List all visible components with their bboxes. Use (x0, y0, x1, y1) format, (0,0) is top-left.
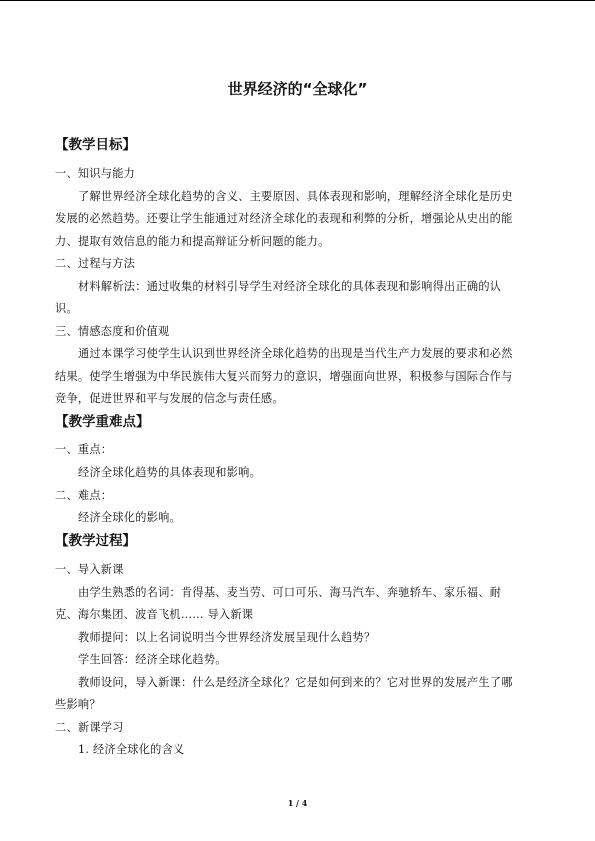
top-border-line (0, 0, 595, 1)
difficulty-heading: 二、难点： (55, 489, 113, 502)
subheading-definition: 1. 经济全球化的含义 (78, 743, 185, 756)
section-heading-difficulties: 【教学重难点】 (55, 414, 150, 430)
paragraph-line: 克、海尔集团、波音飞机…… 导入新课 (55, 608, 254, 621)
paragraph-line: 力、提取有效信息的能力和提高辩证分析问题的能力。 (55, 235, 330, 248)
paragraph-line: 教师提问：以上名词说明当今世界经济发展呈现什么趋势？ (78, 631, 376, 644)
key-point-heading: 一、重点： (55, 443, 113, 456)
section-heading-goals: 【教学目标】 (55, 137, 136, 153)
goal-heading-process: 二、过程与方法 (55, 257, 136, 270)
paragraph-line: 由学生熟悉的名词：肯得基、麦当劳、可口可乐、海马汽车、奔驰轿车、家乐福、耐 (78, 586, 502, 599)
process-heading-new-lesson: 二、新课学习 (55, 721, 124, 734)
document-title: 世界经济的“全球化” (227, 80, 368, 98)
paragraph-line: 了解世界经济全球化趋势的含义、主要原因、具体表现和影响，理解经济全球化是历史 (78, 190, 513, 203)
process-heading-intro: 一、导入新课 (55, 563, 124, 576)
paragraph-line: 经济全球化趋势的具体表现和影响。 (78, 466, 262, 479)
paragraph-line: 材料解析法：通过收集的材料引导学生对经济全球化的具体表现和影响得出正确的认 (78, 280, 502, 293)
goal-heading-values: 三、情感态度和价值观 (55, 325, 170, 338)
paragraph-line: 些影响？ (55, 698, 101, 711)
paragraph-line: 学生回答：经济全球化趋势。 (78, 653, 227, 666)
paragraph-line: 通过本课学习使学生认识到世界经济全球化趋势的出现是当代生产力发展的要求和必然 (78, 347, 513, 360)
goal-heading-knowledge: 一、知识与能力 (55, 167, 136, 180)
paragraph-line: 竞争，促进世界和平与发展的信念与责任感。 (55, 392, 284, 405)
paragraph-line: 经济全球化的影响。 (78, 511, 181, 524)
paragraph-line: 教师设问，导入新课：什么是经济全球化？它是如何到来的？它对世界的发展产生了哪 (78, 676, 513, 689)
section-heading-process: 【教学过程】 (55, 533, 136, 549)
page-number: 1 / 4 (287, 798, 308, 808)
paragraph-line: 发展的必然趋势。还要让学生能通过对经济全球化的表现和利弊的分析，增强论从史出的能 (55, 212, 513, 225)
paragraph-line: 识。 (55, 302, 78, 315)
paragraph-line: 结果。使学生增强为中华民族伟大复兴而努力的意识，增强面向世界，积极参与国际合作与 (55, 370, 513, 383)
